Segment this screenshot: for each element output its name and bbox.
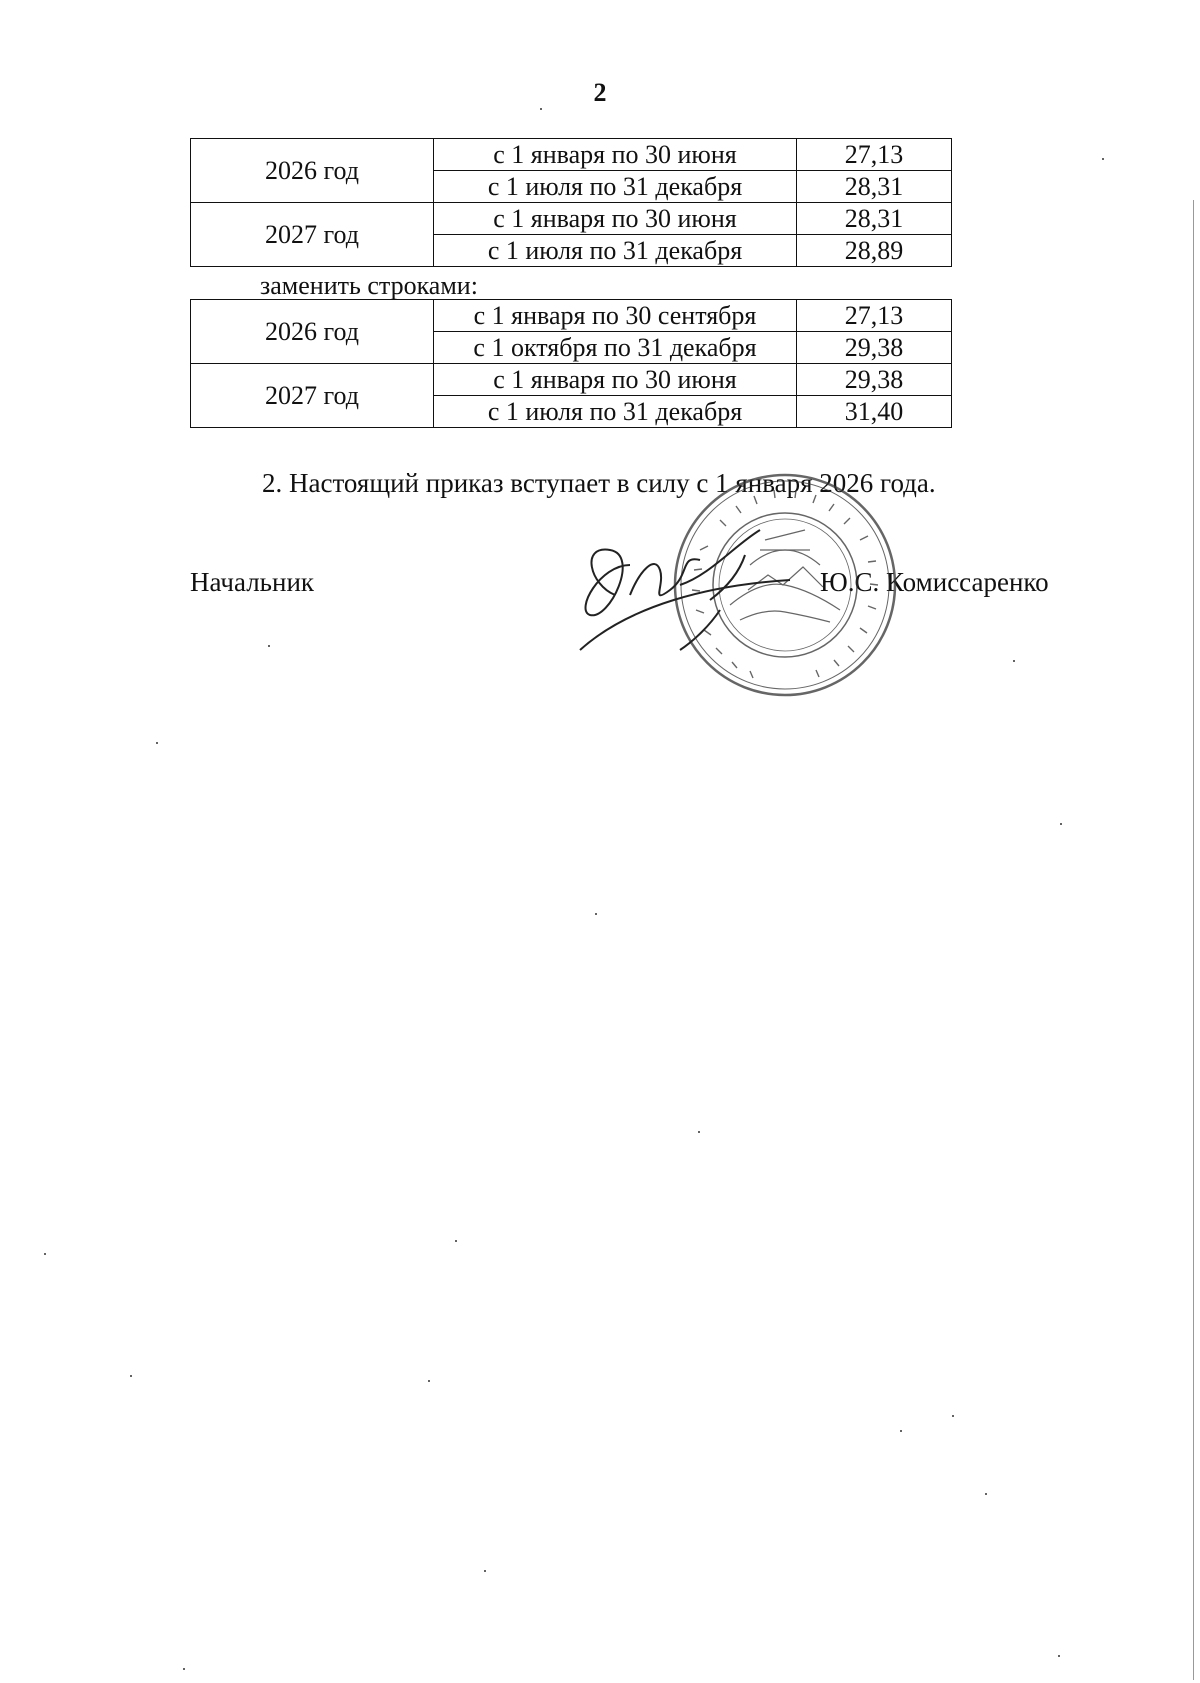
signature-icon bbox=[570, 525, 870, 675]
scan-speck bbox=[985, 1493, 987, 1495]
period-cell: с 1 июля по 31 декабря bbox=[434, 396, 797, 428]
scan-speck bbox=[698, 1131, 700, 1133]
period-cell: с 1 июля по 31 декабря bbox=[434, 235, 797, 267]
scan-speck bbox=[540, 108, 542, 110]
scan-speck bbox=[268, 645, 270, 647]
scan-speck bbox=[1058, 1655, 1060, 1657]
period-cell: с 1 января по 30 июня bbox=[434, 139, 797, 171]
signer-title: Начальник bbox=[190, 567, 315, 597]
replace-label: заменить строками: bbox=[260, 271, 478, 300]
rates-table-new bbox=[190, 299, 952, 428]
value-cell: 29,38 bbox=[797, 332, 952, 364]
scan-speck bbox=[428, 1380, 430, 1382]
value-cell: 31,40 bbox=[797, 396, 952, 428]
period-cell: с 1 января по 30 июня bbox=[434, 203, 797, 235]
scan-speck bbox=[484, 1570, 486, 1572]
scan-speck bbox=[156, 742, 158, 744]
table-row bbox=[191, 364, 952, 396]
period-cell: с 1 января по 30 сентября bbox=[434, 300, 797, 332]
scan-speck bbox=[952, 1415, 954, 1417]
scan-margin-line bbox=[1193, 200, 1194, 1680]
table-row bbox=[191, 300, 952, 332]
year-cell: 2026 год bbox=[191, 139, 434, 203]
year-cell: 2027 год bbox=[191, 364, 434, 428]
value-cell: 27,13 bbox=[797, 139, 952, 171]
scan-speck bbox=[183, 1668, 185, 1670]
scan-speck bbox=[1060, 823, 1062, 825]
value-cell: 29,38 bbox=[797, 364, 952, 396]
year-cell: 2026 год bbox=[191, 300, 434, 364]
value-cell: 27,13 bbox=[797, 300, 952, 332]
period-cell: с 1 октября по 31 декабря bbox=[434, 332, 797, 364]
period-cell: с 1 июля по 31 декабря bbox=[434, 171, 797, 203]
rates-table-old bbox=[190, 138, 952, 267]
year-cell: 2027 год bbox=[191, 203, 434, 267]
value-cell: 28,89 bbox=[797, 235, 952, 267]
period-cell: с 1 января по 30 июня bbox=[434, 364, 797, 396]
scan-speck bbox=[595, 913, 597, 915]
scan-speck bbox=[455, 1240, 457, 1242]
value-cell: 28,31 bbox=[797, 203, 952, 235]
page-number: 2 bbox=[593, 78, 607, 107]
signer-name: Ю.С. Комиссаренко bbox=[820, 567, 1049, 597]
scan-speck bbox=[1102, 158, 1104, 160]
table-row bbox=[191, 139, 952, 171]
scan-speck bbox=[130, 1375, 132, 1377]
scan-speck bbox=[44, 1253, 46, 1255]
value-cell: 28,31 bbox=[797, 171, 952, 203]
table-row bbox=[191, 203, 952, 235]
scan-speck bbox=[900, 1430, 902, 1432]
effective-date-clause: 2. Настоящий приказ вступает в силу с 1 января 2026 года. bbox=[262, 468, 936, 498]
scan-speck bbox=[1013, 660, 1015, 662]
